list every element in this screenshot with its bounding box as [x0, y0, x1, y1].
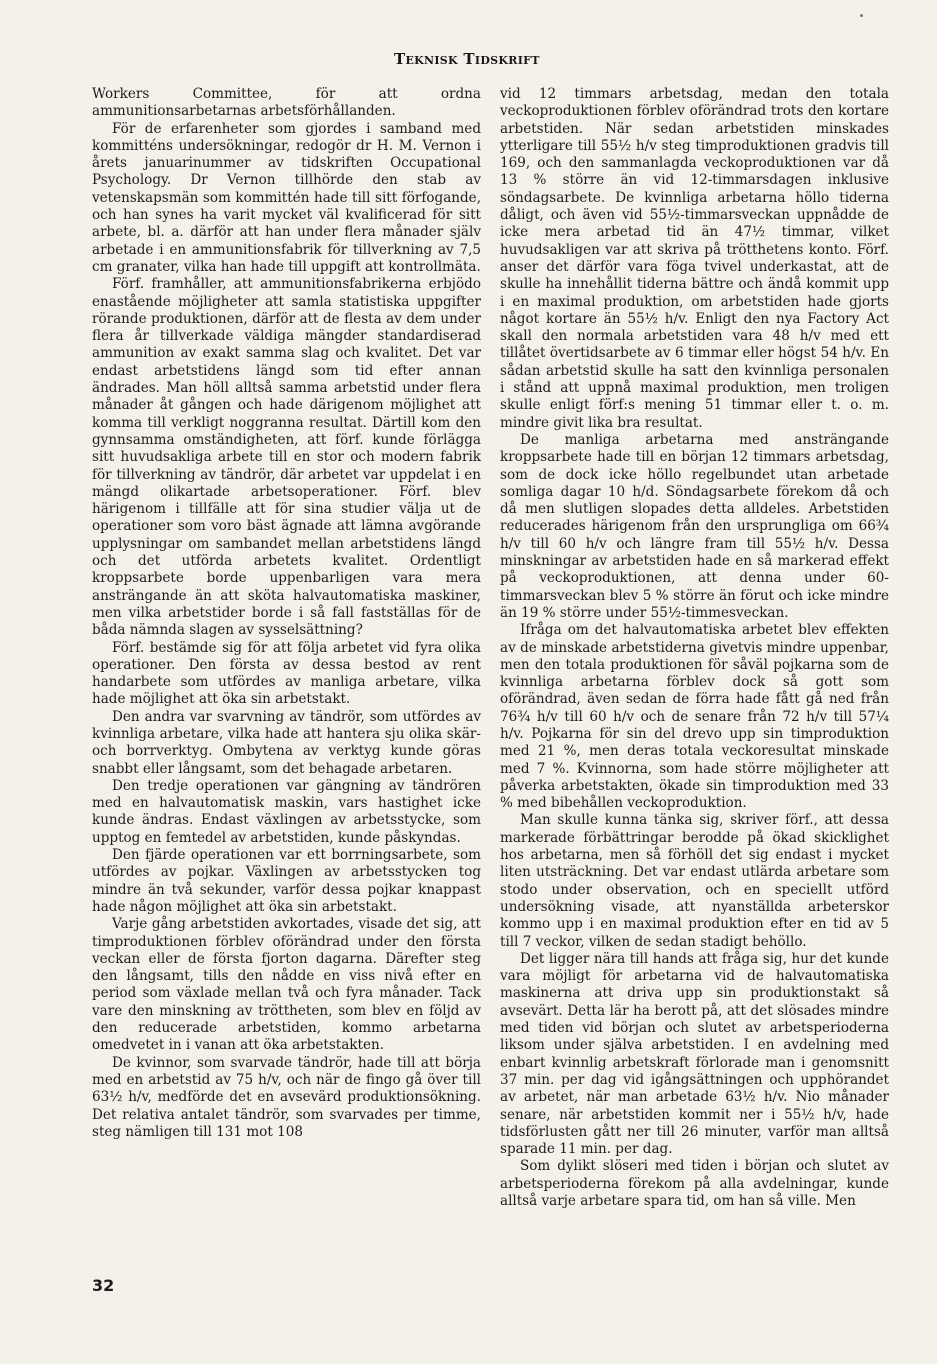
- paragraph: Som dylikt slöseri med tiden i början och slutet av arbetsperioderna förekom på alla avdelningar, kunde alltså varje arbetare spara tid, om han så ville. Men: [500, 1158, 889, 1209]
- page-number: 32: [92, 1276, 115, 1295]
- paragraph: De manliga arbetarna med ansträngande kroppsarbete hade till en början 12 timmars arbetsdag, som de dock icke höllo regelbundet utan arbetade somliga dagar 10 h/d. Söndagsarbete förekom då och då men slutligen slopades detta alldeles. Arbetstiden reducerades härigenom från den ursprungliga om 66¾ h/v till 60 h/v och längre fram till 55½ h/v. Dessa minskningar av arbetstiden hade en så markerad effekt på veckoproduktionen, att denna under 60-timmarsveckan blev 5 % större än förut och icke mindre än 19 % större under 55½-timmesveckan.: [500, 431, 889, 621]
- left-column: [92, 86, 481, 1266]
- paragraph: De kvinnor, som svarvade tändrör, hade till att börja med en arbetstid av 75 h/v, och när de fingo gå över till 63½ h/v, medförde det en avsevärd produktionsökning. Det relativa antalet tändrör, som svarvades per timme, steg nämligen till 131 mot 108: [92, 1054, 481, 1140]
- paragraph: Den fjärde operationen var ett borrningsarbete, som utfördes av pojkar. Växlingen av arbetsstycken tog mindre än två sekunder, varför dessa pojkar knappast hade någon möjlighet att öka sin arbetstakt.: [92, 847, 481, 915]
- paragraph: Den andra var svarvning av tändrör, som utfördes av kvinnliga arbetare, vilka hade att hantera sju olika skär- och borrverktyg. Ombytena av verktyg kunde göras snabbt eller långsamt, som det behagade arbetaren.: [92, 708, 481, 777]
- paragraph: Workers Committee, för att ordna ammunitionsarbetarnas arbetsförhållanden.: [92, 86, 481, 120]
- paragraph: Förf. framhåller, att ammunitionsfabrikerna erbjödo enastående möjligheter att samla statistiska uppgifter rörande produktionen, därför att de flesta av dem under flera år tillverkade väldiga mängder standardiserad ammunition av exakt samma slag och kvalitet. Det var endast arbetstidens längd som tid efter annan ändrades. Man höll alltså samma arbetstid under flera månader åt gången och hade därigenom möjlighet att komma till verkligt noggranna resultat. Därtill kom den gynnsamma omständigheten, att förf. kunde förlägga sitt huvudsakliga arbete till en stor och modern fabrik för tillverkning av tändrör, där arbetet var uppdelat i en mängd olikartade arbetsoperationer. Förf. blev härigenom i tillfälle att för sina studier välja ut de operationer som voro bäst ägnade att lämna avgörande upplysningar om sambandet mellan arbetstidens längd och det utförda arbetets kvalitet. Ordentligt kroppsarbete borde uppenbarligen vara mera ansträngande än att sköta halvautomatiska maskiner, men vilka arbetstider borde i så fall fastställas för de båda nämnda slagen av sysselsättning?: [92, 276, 481, 639]
- paragraph: Det ligger nära till hands att fråga sig, hur det kunde vara möjligt för arbetarna vid de halvautomatiska maskinerna att driva upp sin produktionstakt så avsevärt. Detta lär ha berott på, att det slösades mindre med tiden vid början och slutet av arbetsperioderna liksom under själva arbetstiden. I en avdelning med enbart kvinnlig arbetskraft förlorade man i genomsnitt 37 min. per dag vid igångsättningen och upphörandet av arbetet, när man arbetade 63½ h/v. Nio månader senare, när arbetstiden kommit ner i 55½ h/v, hade tidsförlusten gått ner till 26 minuter, varför man alltså sparade 11 min. per dag.: [500, 950, 889, 1158]
- journal-header: [394, 50, 540, 68]
- paragraph: Ifråga om det halvautomatiska arbetet blev effekten av de minskade arbetstiderna givetvis mindre uppenbar, men den totala produktionen för såväl pojkarna som de kvinnliga arbetarna förblev dock så gott som oförändrad, även sedan de förra hade fått gå ned från 76¾ h/v till 60 h/v och de senare från 72 h/v till 57¼ h/v. Pojkarna för sin del drevo upp sin timproduktion med 21 %, men deras totala veckoresultat minskade med 7 %. Kvinnorna, som hade större möjligheter att påverka arbetstakten, ökade sin timproduktion med 33 % med bibehållen veckoproduktion.: [500, 622, 889, 812]
- paragraph: Förf. bestämde sig för att följa arbetet vid fyra olika operationer. Den första av dessa bestod av rent handarbete som utfördes av manliga arbetare, vilka hade möjlighet att öka sin arbetstakt.: [92, 639, 481, 708]
- right-column: [500, 86, 889, 1266]
- paragraph: Varje gång arbetstiden avkortades, visade det sig, att timproduktionen förblev oförändrad under den första veckan eller de första fjorton dagarna. Därefter steg den långsamt, tills den nådde en viss nivå efter en period som växlade mellan två och fyra månader. Tack vare den minskning av tröttheten, som blev en följd av den reducerade arbetstiden, kommo arbetarna omedvetet in i vanan att öka arbetstakten.: [92, 916, 481, 1054]
- paragraph: För de erfarenheter som gjordes i samband med kommitténs undersökningar, redogör dr H. M. Vernon i årets januarinummer av tidskriften Occupational Psychology. Dr Vernon tillhörde den stab av vetenskapsmän som kommittén hade till sitt förfogande, och han synes ha varit mycket väl kvalificerad för sitt arbete, bl. a. därför att han under flera månader själv arbetade i en ammunitionsfabrik för tillverkning av 7,5 cm granater, vilka han hade till uppgift att kontrollmäta.: [92, 120, 481, 275]
- paragraph: Den tredje operationen var gängning av tändrören med en halvautomatisk maskin, vars hastighet icke kunde ändras. Endast växlingen av arbetsstycke, som upptog en femtedel av arbetstiden, kunde påskyndas.: [92, 777, 481, 846]
- paper-speck: [860, 14, 863, 17]
- paragraph: vid 12 timmars arbetsdag, medan den totala veckoproduktionen förblev oförändrad trots den kortare arbetstiden. När sedan arbetstiden minskades ytterligare till 55½ h/v steg timproduktionen gradvis till 169, och den sammanlagda veckoproduktionen var då 13 % större än vid 12-timmarsdagen inklusive söndagsarbete. De kvinnliga arbetarna höllo tiderna dåligt, och även vid 55½-timmarsveckan uppnådde de icke mera arbetad tid än 47½ timmar, vilket huvudsakligen var att skriva på trötthetens konto. Förf. anser det därför vara föga tvivel underkastat, att de skulle ha innehållit tiderna bättre och ändå kommit upp i en maximal produktion, om arbetstiden hade gjorts något kortare än 55½ h/v. Enligt den nya Factory Act skall den normala arbetstiden vara 48 h/v med ett tillåtet övertidsarbete av 6 timmar eller högst 54 h/v. En sådan arbetstid skulle ha satt den kvinnliga personalen i stånd att uppnå maximal produktion, men troligen skulle enligt förf:s mening 51 timmar eller t. o. m. mindre givit lika bra resultat.: [500, 86, 889, 431]
- paragraph: Man skulle kunna tänka sig, skriver förf., att dessa markerade förbättringar berodde på ökad skicklighet hos arbetarna, men så förhöll det sig endast i mycket liten utsträckning. Det var endast utlärda arbetare som stodo under observation, och en speciellt utförd undersökning visade, att nyanställda arbeterskor kommo upp i en maximal produktion efter en tid av 5 till 7 veckor, vilken de sedan stadigt behöllo.: [500, 812, 889, 950]
- journal-title: Teknisk Tidskrift: [394, 50, 540, 68]
